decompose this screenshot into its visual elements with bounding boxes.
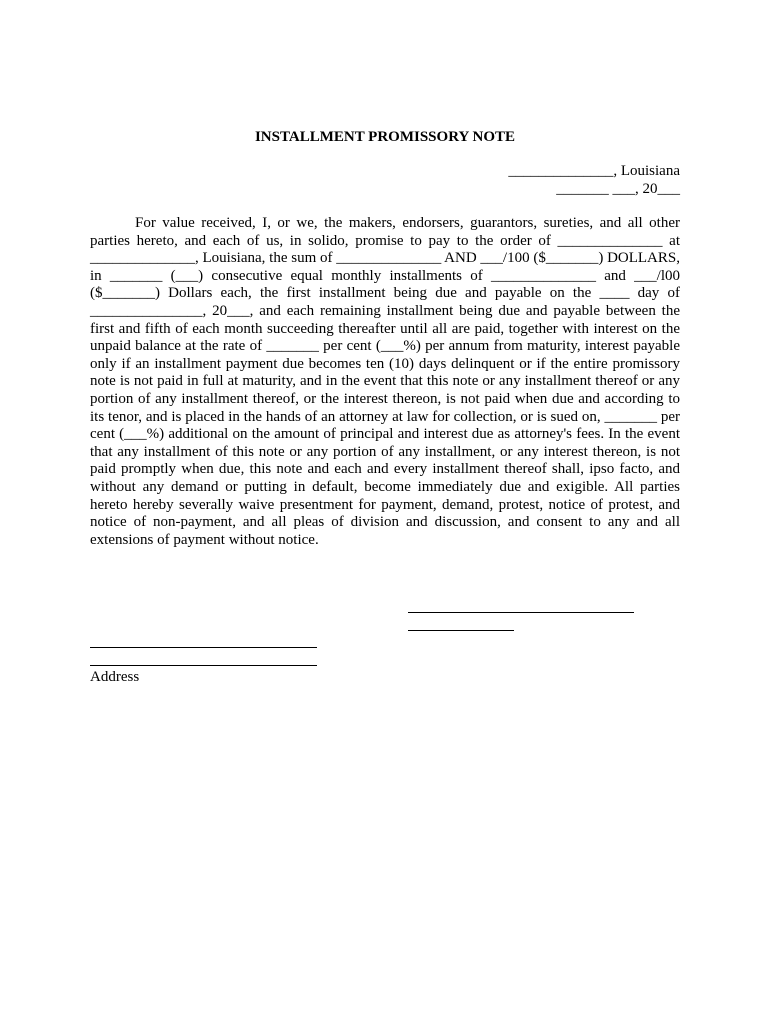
document-title: INSTALLMENT PROMISSORY NOTE bbox=[254, 129, 516, 145]
address-label: Address bbox=[90, 669, 140, 685]
address-line-1 bbox=[90, 647, 317, 648]
place-line: ______________, Louisiana bbox=[508, 163, 680, 179]
address-line-2 bbox=[90, 665, 317, 666]
date-line: _______ ___, 20___ bbox=[556, 181, 680, 197]
note-body-paragraph: For value received, I, or we, the makers, endorsers, guarantors, sureties, and all other parties hereto, and each of us, in solido, promise to pay to the order of ______________ at ______________, Louisiana, the sum of ______________ AND ___/100 ($_______) DOLLARS, in _______ (___) consecutive equal monthly installments of ______________ and ___/l00 ($_______) Dollars each, the first installment being due and payable on the ____ day of _______________, 20___, and each remaining installment being due and payable between the first and fifth of each month succeeding thereafter until all are paid, together with interest on the unpaid balance at the rate of _______ per cent (___%) per annum from maturity, interest payable only if an installment payment due becomes ten (10) days delinquent or if the entire promissory note is not paid in full at maturity, and in the event that this note or any installment thereof or any portion of any installment thereof, or the interest thereon, is not paid when due and according to its tenor, and is placed in the hands of an attorney at law for collection, or is sued on, _______ per cent (___%) additional on the amount of principal and interest due as attorney's fees. In the event that any installment of this note or any portion of any installment, or any interest thereon, is not paid promptly when due, this note and each and every installment thereof shall, ipso facto, and without any demand or putting in default, become immediately due and exigible. All parties hereto hereby severally waive presentment for payment, demand, protest, notice of protest, and notice of non-payment, and all pleas of division and discussion, and consent to any and all extensions of payment without notice. bbox=[90, 215, 680, 548]
maker-signature-line-short bbox=[408, 630, 514, 631]
maker-signature-line bbox=[408, 612, 634, 613]
